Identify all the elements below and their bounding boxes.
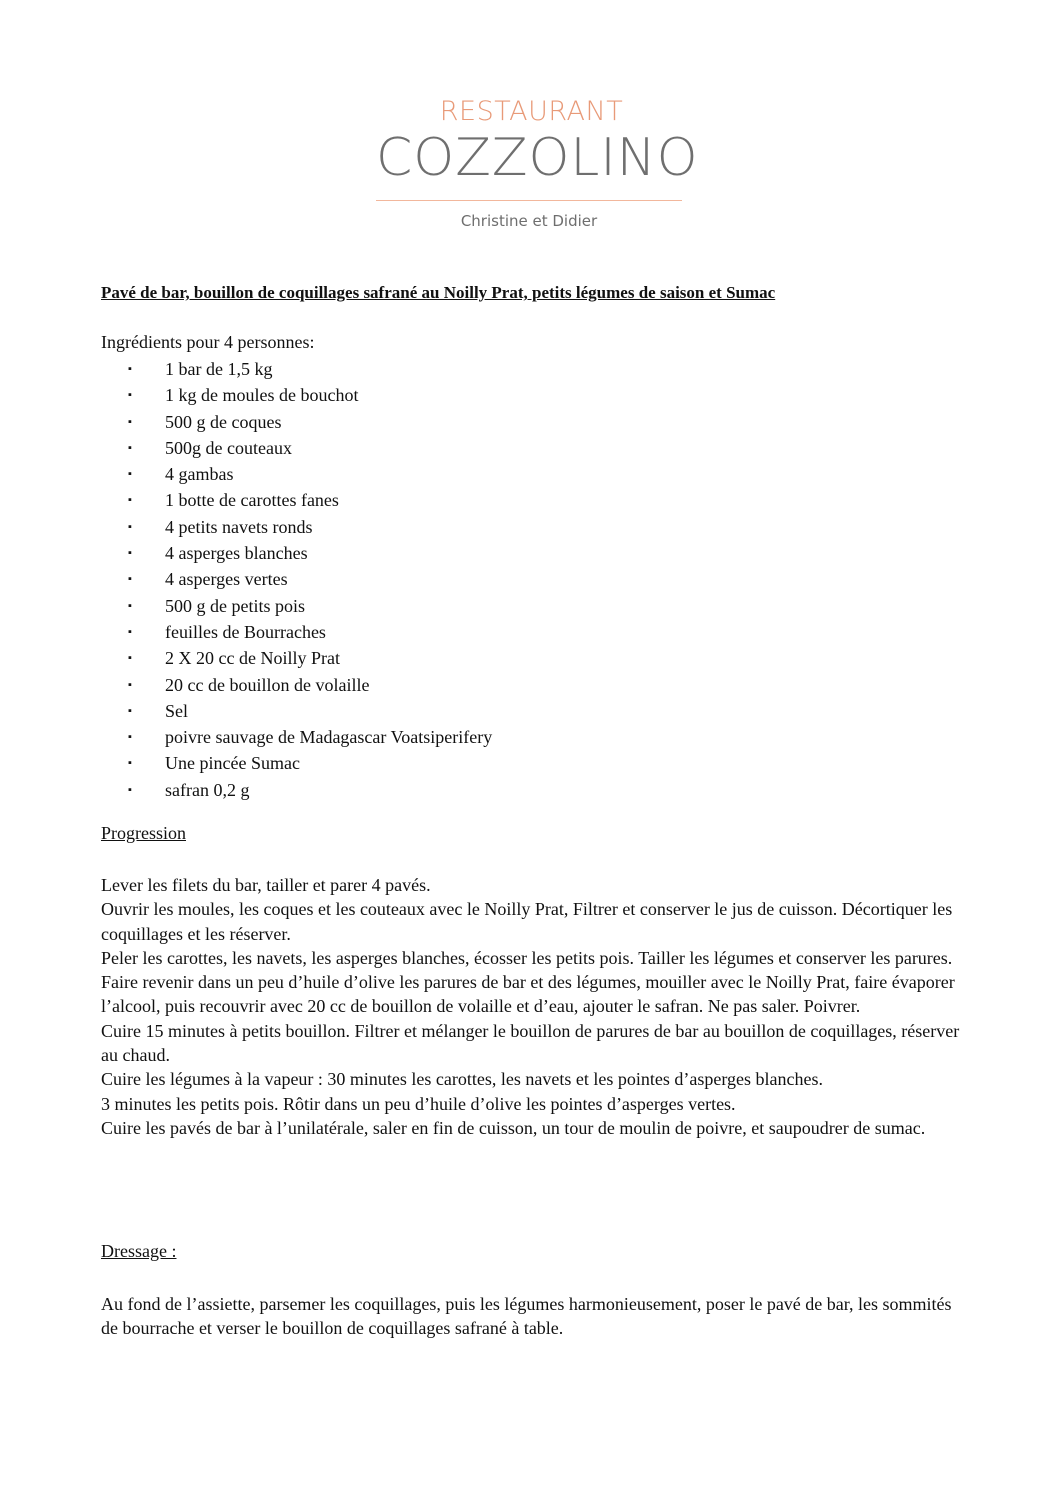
progression-heading: Progression bbox=[101, 823, 186, 843]
ingredient-item bbox=[0, 593, 492, 619]
logo-restaurant-word: RESTAURANT bbox=[439, 96, 624, 127]
ingredient-text: 4 asperges vertes bbox=[165, 569, 288, 590]
ingredient-item bbox=[0, 672, 492, 698]
ingredient-text: 500 g de petits pois bbox=[165, 595, 305, 616]
ingredient-item bbox=[0, 461, 492, 487]
ingredient-text: 2 X 20 cc de Noilly Prat bbox=[165, 648, 340, 669]
logo-restaurant-name: COZZOLINO bbox=[376, 128, 699, 188]
progression-step: Lever les filets du bar, tailler et parer 4 pavés. bbox=[101, 875, 431, 895]
ingredient-text: 1 kg de moules de bouchot bbox=[165, 385, 359, 406]
bullet-icon: ▪ bbox=[128, 599, 132, 612]
bullet-icon: ▪ bbox=[128, 494, 132, 507]
logo-divider bbox=[376, 200, 682, 201]
ingredient-item bbox=[0, 724, 492, 750]
ingredient-item bbox=[0, 645, 492, 671]
ingredient-item bbox=[0, 409, 492, 435]
ingredient-text: feuilles de Bourraches bbox=[165, 621, 326, 642]
ingredient-item bbox=[0, 566, 492, 592]
ingredient-item bbox=[0, 540, 492, 566]
bullet-icon: ▪ bbox=[128, 363, 132, 375]
bullet-icon: ▪ bbox=[128, 415, 132, 428]
ingredient-text: 20 cc de bouillon de volaille bbox=[165, 674, 370, 695]
ingredient-text: Sel bbox=[165, 700, 189, 721]
bullet-icon: ▪ bbox=[128, 704, 132, 717]
ingredient-item bbox=[0, 619, 492, 645]
bullet-icon: ▪ bbox=[128, 468, 132, 481]
bullet-icon: ▪ bbox=[128, 731, 132, 744]
progression-step: Cuire 15 minutes à petits bouillon. Filtrer et mélanger le bouillon de parures de bar au bouillon de coquillages, réserver au chaud. bbox=[101, 1020, 960, 1066]
ingredient-text: 1 bar de 1,5 kg bbox=[165, 359, 273, 379]
dressage-text: Au fond de l’assiette, parsemer les coquillages, puis les légumes harmonieusement, poser le pavé de bar, les sommités de bourrache et verser le bouillon de coquillages safrané à table. bbox=[101, 1294, 952, 1339]
ingredient-list bbox=[0, 356, 492, 803]
bullet-icon: ▪ bbox=[128, 625, 132, 638]
ingredient-text: 1 botte de carottes fanes bbox=[165, 490, 339, 511]
logo-owners: Christine et Didier bbox=[460, 212, 598, 230]
bullet-icon: ▪ bbox=[128, 520, 132, 533]
ingredient-item bbox=[0, 487, 492, 513]
ingredient-item bbox=[0, 435, 492, 461]
bullet-icon: ▪ bbox=[128, 573, 132, 586]
restaurant-logo bbox=[0, 0, 1058, 250]
bullet-icon: ▪ bbox=[128, 678, 132, 691]
recipe-title: Pavé de bar, bouillon de coquillages safrané au Noilly Prat, petits légumes de saison et Sumac bbox=[101, 283, 776, 302]
ingredient-text: safran 0,2 g bbox=[165, 779, 250, 800]
progression-step: Cuire les pavés de bar à l’unilatérale, saler en fin de cuisson, un tour de moulin de poivre, et saupoudrer de sumac. bbox=[101, 1117, 926, 1138]
bullet-icon: ▪ bbox=[128, 652, 132, 665]
ingredient-text: 4 asperges blanches bbox=[165, 543, 308, 564]
bullet-icon: ▪ bbox=[128, 441, 132, 454]
ingredients-intro: Ingrédients pour 4 personnes: bbox=[101, 332, 315, 352]
ingredient-text: Une pincée Sumac bbox=[165, 753, 300, 774]
progression-step: Peler les carottes, les navets, les asperges blanches, écosser les petits pois. Tailler les légumes et conserver les parures. bbox=[101, 947, 953, 968]
bullet-icon: ▪ bbox=[128, 547, 132, 560]
progression-steps bbox=[101, 873, 971, 1140]
progression-step: Faire revenir dans un peu d’huile d’olive les parures de bar et des légumes, mouiller avec le Noilly Prat, faire évaporer l’alcool, puis recouvrir avec 20 cc de bouillon de volaille et d’eau, ajouter le safran. Ne pas saler. Poivrer. bbox=[101, 972, 955, 1017]
progression-step: Cuire les légumes à la vapeur : 30 minutes les carottes, les navets et les pointes d’asperges blanches. bbox=[101, 1069, 823, 1090]
ingredient-text: poivre sauvage de Madagascar Voatsiperifery bbox=[165, 727, 493, 748]
ingredient-text: 4 gambas bbox=[165, 464, 234, 485]
ingredient-text: 500 g de coques bbox=[165, 411, 282, 432]
ingredient-item bbox=[0, 382, 492, 408]
bullet-icon: ▪ bbox=[128, 757, 132, 770]
dressage-heading: Dressage : bbox=[101, 1241, 177, 1261]
ingredient-text: 500g de couteaux bbox=[165, 437, 292, 458]
ingredient-item bbox=[0, 356, 492, 382]
ingredient-item bbox=[0, 698, 492, 724]
bullet-icon: ▪ bbox=[128, 389, 132, 402]
progression-step: Ouvrir les moules, les coques et les couteaux avec le Noilly Prat, Filtrer et conserver le jus de cuisson. Décortiquer les coquillages et les réserver. bbox=[101, 899, 953, 944]
bullet-icon: ▪ bbox=[128, 783, 132, 796]
progression-step: 3 minutes les petits pois. Rôtir dans un peu d’huile d’olive les pointes d’asperges vertes. bbox=[101, 1093, 736, 1114]
ingredient-item bbox=[0, 750, 492, 776]
ingredient-text: 4 petits navets ronds bbox=[165, 516, 313, 537]
ingredient-item bbox=[0, 777, 492, 803]
ingredient-item bbox=[0, 514, 492, 540]
